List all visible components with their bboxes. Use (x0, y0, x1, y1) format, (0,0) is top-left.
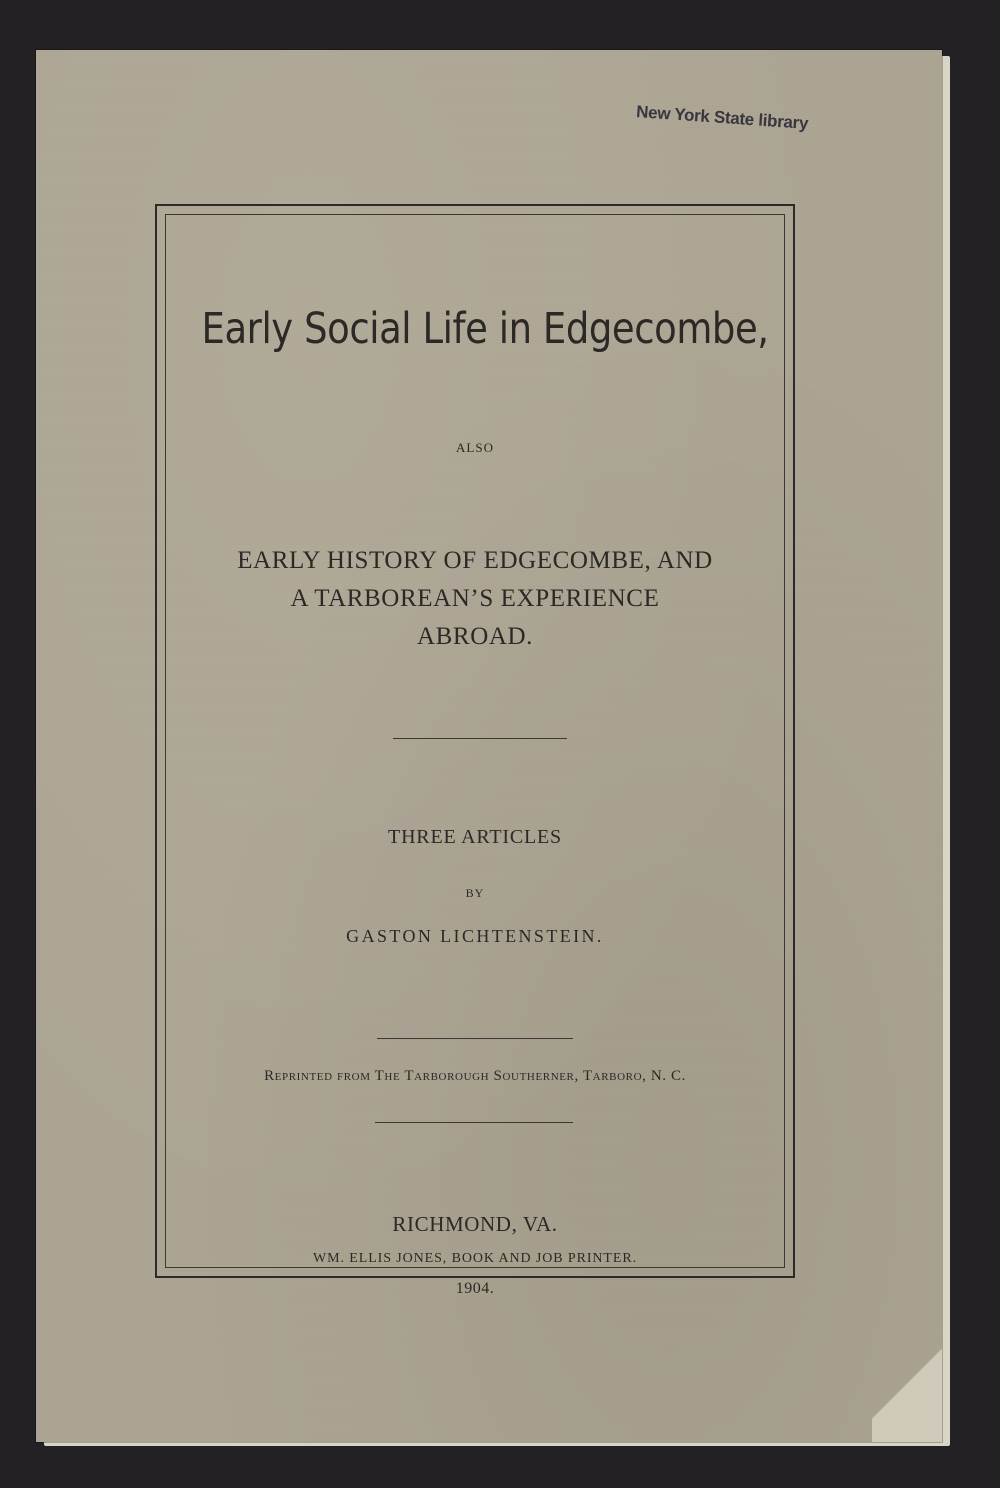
title-frame (155, 204, 795, 1297)
publication-year: 1904. (455, 1280, 495, 1297)
subtitle (157, 542, 793, 656)
worn-corner (872, 1302, 942, 1442)
subtitle-line: ABROAD. (416, 623, 534, 650)
three-articles-label: THREE ARTICLES (388, 826, 562, 848)
divider-rule (375, 1122, 573, 1123)
title: Early Social Life in Edgecombe, (201, 304, 769, 354)
printer-name: WM. ELLIS JONES, BOOK AND JOB PRINTER. (313, 1251, 637, 1266)
divider-rule (377, 1038, 573, 1039)
reprint-note: Reprinted from The Tarborough Southerner, Tarboro, N. C. (264, 1068, 686, 1084)
title-frame-inner (165, 214, 785, 1268)
subtitle-line: EARLY HISTORY OF EDGECOMBE, AND (237, 547, 713, 574)
also-label: ALSO (456, 440, 494, 455)
pamphlet-cover (36, 50, 942, 1442)
author-name: GASTON LICHTENSTEIN. (346, 926, 604, 946)
publication-place: RICHMOND, VA. (392, 1212, 558, 1236)
divider-rule (393, 738, 567, 739)
by-label: BY (465, 886, 485, 900)
library-stamp: New York State library (635, 102, 809, 133)
subtitle-line: A TARBOREAN’S EXPERIENCE (290, 585, 660, 612)
